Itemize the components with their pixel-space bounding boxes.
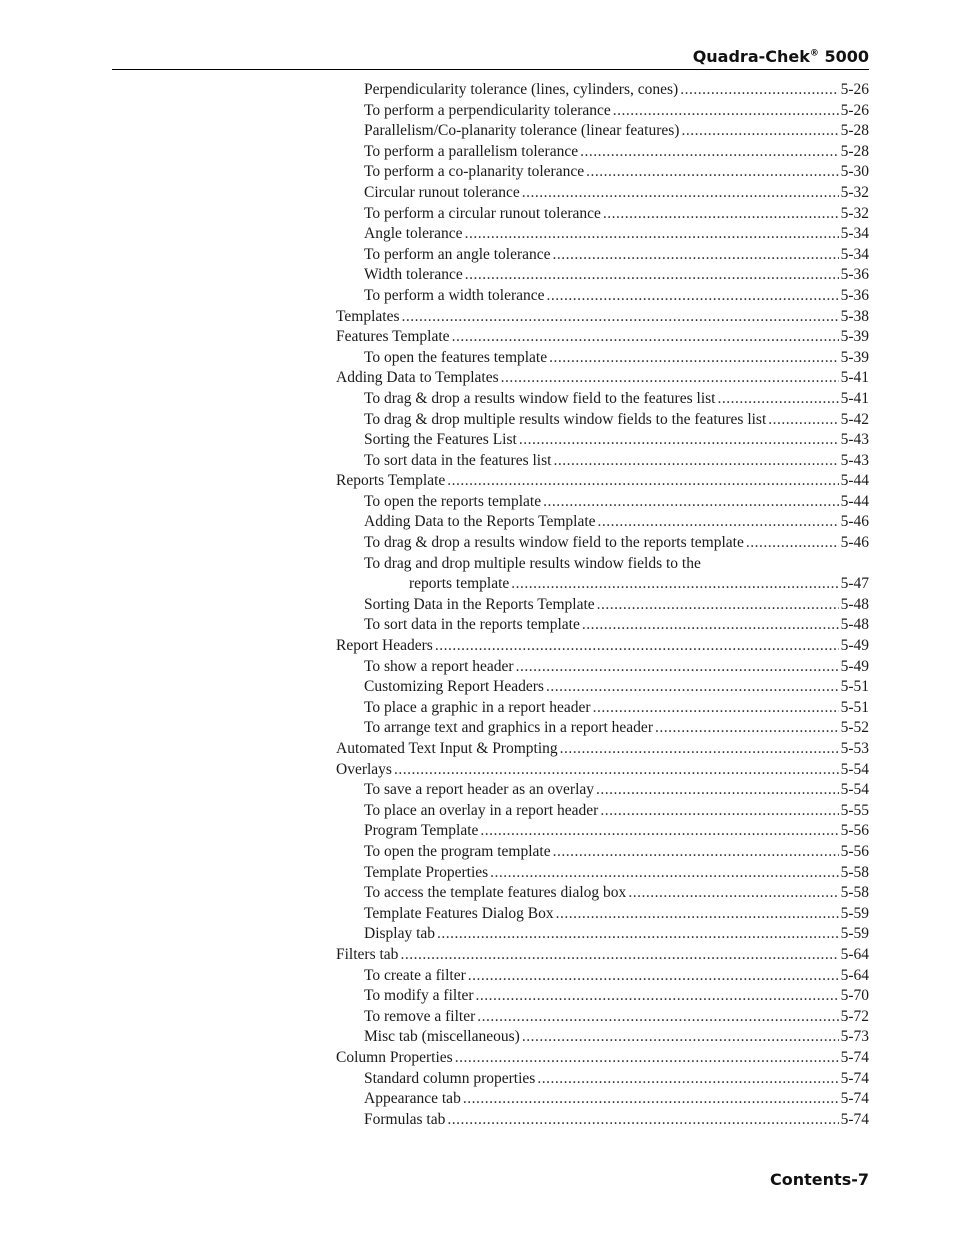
dot-leader: [452, 327, 839, 348]
toc-entry-title: Customizing Report Headers: [364, 678, 544, 696]
toc-entry[interactable]: [336, 471, 869, 492]
toc-entry-title: To place a graphic in a report header: [364, 698, 591, 716]
dot-leader: [511, 574, 838, 595]
toc-entry[interactable]: [336, 512, 869, 533]
toc-entry[interactable]: [336, 183, 869, 204]
toc-entry-title: Features Template: [336, 328, 450, 346]
toc-entry[interactable]: [336, 554, 869, 575]
toc-entry-title: To sort data in the reports template: [364, 616, 580, 634]
toc-entry-page: 5-34: [840, 225, 869, 243]
dot-leader: [546, 677, 839, 698]
toc-entry-page: 5-74: [840, 1048, 869, 1066]
toc-entry-page: 5-48: [840, 616, 869, 634]
toc-entry[interactable]: [336, 245, 869, 266]
toc-entry[interactable]: [336, 1110, 869, 1131]
toc-entry-title: To open the reports template: [364, 492, 542, 510]
dot-leader: [768, 410, 838, 431]
toc-entry-page: 5-73: [840, 1028, 869, 1046]
toc-entry-page: 5-28: [840, 142, 869, 160]
toc-entry-title: Sorting Data in the Reports Template: [364, 595, 595, 613]
dot-leader: [522, 1027, 839, 1048]
dot-leader: [435, 636, 839, 657]
toc-entry-title: Report Headers: [336, 637, 433, 655]
toc-entry[interactable]: [336, 327, 869, 348]
toc-entry-page: 5-58: [840, 884, 869, 902]
toc-entry[interactable]: [336, 698, 869, 719]
toc-entry-title: To drag & drop multiple results window fields to the features list: [364, 410, 767, 428]
dot-leader: [490, 863, 838, 884]
toc-entry[interactable]: [336, 430, 869, 451]
dot-leader: [437, 924, 839, 945]
toc-entry[interactable]: [336, 368, 869, 389]
toc-entry-title: Width tolerance: [364, 266, 463, 284]
dot-leader: [553, 245, 839, 266]
toc-entry-page: 5-59: [840, 904, 869, 922]
toc-entry[interactable]: [336, 101, 869, 122]
toc-entry-title: To perform a width tolerance: [364, 286, 545, 304]
toc-entry-title: Templates: [336, 307, 400, 325]
dot-leader: [582, 615, 839, 636]
dot-leader: [519, 430, 839, 451]
toc-entry-title: To perform a circular runout tolerance: [364, 204, 601, 222]
toc-entry-title: To perform a perpendicularity tolerance: [364, 101, 611, 119]
toc-entry-title: To drag & drop a results window field to the reports template: [364, 534, 744, 552]
dot-leader: [556, 904, 839, 925]
toc-entry-title: To save a report header as an overlay: [364, 781, 595, 799]
dot-leader: [560, 739, 839, 760]
toc-entry-page: 5-64: [840, 945, 869, 963]
toc-entry-page: 5-52: [840, 719, 869, 737]
toc-entry[interactable]: [336, 1007, 869, 1028]
toc-entry[interactable]: [336, 883, 869, 904]
dot-leader: [597, 595, 839, 616]
toc-entry-title: To access the template features dialog box: [364, 884, 627, 902]
toc-entry-title: Angle tolerance: [364, 225, 463, 243]
toc-entry-page: 5-43: [840, 431, 869, 449]
dot-leader: [465, 265, 839, 286]
toc-entry[interactable]: [336, 265, 869, 286]
toc-entry-page: 5-34: [840, 245, 869, 263]
toc-entry-page: 5-36: [840, 266, 869, 284]
toc-entry[interactable]: [336, 162, 869, 183]
toc-entry-title: To remove a filter: [364, 1007, 476, 1025]
toc-entry[interactable]: [336, 348, 869, 369]
toc-entry-page: 5-49: [840, 657, 869, 675]
dot-leader: [465, 224, 839, 245]
toc-entry-page: 5-26: [840, 101, 869, 119]
dot-leader: [549, 348, 838, 369]
dot-leader: [717, 389, 838, 410]
page-number: Contents-7: [770, 1170, 869, 1189]
toc-entry[interactable]: [336, 389, 869, 410]
toc-entry-title: Column Properties: [336, 1048, 453, 1066]
toc-entry[interactable]: [336, 945, 869, 966]
toc-entry[interactable]: [336, 204, 869, 225]
toc-entry[interactable]: [336, 1089, 869, 1110]
toc-entry[interactable]: [336, 636, 869, 657]
toc-entry-page: 5-44: [840, 492, 869, 510]
toc-entry-page: 5-46: [840, 534, 869, 552]
toc-entry-title: Reports Template: [336, 472, 446, 490]
toc-entry[interactable]: [336, 492, 869, 513]
toc-entry-page: 5-49: [840, 637, 869, 655]
toc-entry-title: To arrange text and graphics in a report header: [364, 719, 653, 737]
toc-entry-page: 5-70: [840, 987, 869, 1005]
dot-leader: [553, 842, 839, 863]
toc-entry-title: reports template: [409, 575, 510, 593]
dot-leader: [463, 1089, 839, 1110]
dot-leader: [522, 183, 839, 204]
dot-leader: [655, 718, 839, 739]
toc-entry-page: 5-74: [840, 1110, 869, 1128]
toc-entry[interactable]: [336, 821, 869, 842]
toc-entry-title: Template Properties: [364, 863, 489, 881]
dot-leader: [447, 471, 838, 492]
toc-entry-title: To drag & drop a results window field to the features list: [364, 389, 716, 407]
toc-entry[interactable]: [336, 986, 869, 1007]
toc-entry[interactable]: [336, 1069, 869, 1090]
toc-entry-page: 5-28: [840, 122, 869, 140]
toc-entry-title: Template Features Dialog Box: [364, 904, 554, 922]
dot-leader: [746, 533, 839, 554]
toc-entry[interactable]: [336, 924, 869, 945]
dot-leader: [580, 142, 838, 163]
toc-entry-page: 5-39: [840, 328, 869, 346]
dot-leader: [680, 80, 838, 101]
dot-leader: [603, 204, 839, 225]
toc-entry[interactable]: [336, 1048, 869, 1069]
toc-entry[interactable]: [336, 615, 869, 636]
toc-entry-page: 5-30: [840, 163, 869, 181]
dot-leader: [501, 368, 839, 389]
toc-entry[interactable]: [336, 224, 869, 245]
toc-entry-page: 5-44: [840, 472, 869, 490]
toc-entry-title: To open the program template: [364, 842, 551, 860]
dot-leader: [598, 512, 839, 533]
toc-entry-title: Adding Data to the Reports Template: [364, 513, 596, 531]
dot-leader: [586, 162, 838, 183]
dot-leader: [628, 883, 838, 904]
toc-entry-title: To modify a filter: [364, 987, 474, 1005]
toc-entry[interactable]: [336, 410, 869, 431]
dot-leader: [516, 657, 839, 678]
dot-leader: [681, 121, 838, 142]
header-rule: [112, 69, 869, 70]
toc-entry[interactable]: [336, 451, 869, 472]
dot-leader: [537, 1069, 838, 1090]
toc-entry-page: 5-58: [840, 863, 869, 881]
toc-entry-page: 5-56: [840, 842, 869, 860]
toc-entry-title: To drag and drop multiple results window fields to the: [364, 554, 701, 572]
toc-entry-title: Circular runout tolerance: [364, 183, 520, 201]
product-name: Quadra-Chek: [692, 47, 810, 66]
toc-entry-title: Display tab: [364, 925, 436, 943]
toc-entry-title: Overlays: [336, 760, 392, 778]
toc-entry-page: 5-41: [840, 369, 869, 387]
toc-entry-page: 5-43: [840, 451, 869, 469]
dot-leader: [600, 801, 838, 822]
registered-mark: ®: [809, 48, 819, 59]
dot-leader: [596, 780, 839, 801]
toc-entry[interactable]: [336, 780, 869, 801]
dot-leader: [477, 1007, 838, 1028]
toc-entry-page: 5-42: [840, 410, 869, 428]
toc-entry[interactable]: [336, 760, 869, 781]
toc-entry[interactable]: [336, 533, 869, 554]
toc-entry-title: Adding Data to Templates: [336, 369, 499, 387]
toc-entry[interactable]: [336, 307, 869, 328]
toc-entry-page: 5-32: [840, 183, 869, 201]
toc-entry-page: 5-36: [840, 286, 869, 304]
dot-leader: [468, 966, 839, 987]
toc-entry-title: To sort data in the features list: [364, 451, 552, 469]
toc-entry-page: 5-54: [840, 781, 869, 799]
toc-entry[interactable]: [336, 718, 869, 739]
toc-entry-title: Misc tab (miscellaneous): [364, 1028, 520, 1046]
toc-entry-title: To perform an angle tolerance: [364, 245, 551, 263]
toc-entry-page: 5-56: [840, 822, 869, 840]
toc-entry-page: 5-47: [840, 575, 869, 593]
toc-entry-title: Formulas tab: [364, 1110, 446, 1128]
dot-leader: [480, 821, 838, 842]
product-model: 5000: [818, 47, 869, 66]
toc-entry-title: To place an overlay in a report header: [364, 801, 599, 819]
toc-entry-page: 5-51: [840, 698, 869, 716]
toc-entry-page: 5-74: [840, 1090, 869, 1108]
toc-entry-page: 5-74: [840, 1069, 869, 1087]
toc-entry-page: 5-64: [840, 966, 869, 984]
toc-entry-title: Filters tab: [336, 945, 399, 963]
toc-entry-title: Sorting the Features List: [364, 431, 517, 449]
dot-leader: [401, 307, 838, 328]
toc-entry-title: To create a filter: [364, 966, 466, 984]
toc-entry-page: 5-51: [840, 678, 869, 696]
toc-entry[interactable]: [336, 286, 869, 307]
toc-entry-page: 5-32: [840, 204, 869, 222]
dot-leader: [547, 286, 839, 307]
toc-entry[interactable]: [336, 904, 869, 925]
toc-entry-page: 5-41: [840, 389, 869, 407]
toc-entry-title: To perform a co-planarity tolerance: [364, 163, 585, 181]
toc-entry-title: To perform a parallelism tolerance: [364, 142, 579, 160]
running-header: [693, 47, 869, 66]
toc-entry-page: 5-72: [840, 1007, 869, 1025]
toc-entry[interactable]: [336, 801, 869, 822]
dot-leader: [455, 1048, 839, 1069]
dot-leader: [553, 451, 838, 472]
dot-leader: [447, 1110, 838, 1131]
toc-entry-page: 5-39: [840, 348, 869, 366]
toc-entry-title: Standard column properties: [364, 1069, 536, 1087]
toc-entry[interactable]: [336, 595, 869, 616]
toc-entry-title: To show a report header: [364, 657, 514, 675]
toc-entry-page: 5-46: [840, 513, 869, 531]
toc-entry-title: Program Template: [364, 822, 479, 840]
toc-entry-page: 5-53: [840, 740, 869, 757]
toc-entry[interactable]: [336, 1027, 869, 1048]
table-of-contents: [336, 80, 869, 1130]
dot-leader: [543, 492, 838, 513]
toc-entry[interactable]: [336, 739, 869, 760]
toc-entry-title: Perpendicularity tolerance (lines, cylinders, cones): [364, 81, 679, 98]
dot-leader: [394, 760, 839, 781]
dot-leader: [613, 101, 839, 122]
toc-entry-page: 5-38: [840, 307, 869, 325]
toc-entry[interactable]: [336, 966, 869, 987]
dot-leader: [593, 698, 839, 719]
dot-leader: [400, 945, 838, 966]
toc-entry[interactable]: [336, 842, 869, 863]
dot-leader: [476, 986, 839, 1007]
toc-entry-page: 5-55: [840, 801, 869, 819]
toc-entry-title: Automated Text Input & Prompting: [336, 740, 558, 757]
toc-entry-page: 5-54: [840, 760, 869, 778]
toc-entry-title: Parallelism/Co-planarity tolerance (linear features): [364, 122, 680, 140]
toc-entry-page: 5-48: [840, 595, 869, 613]
toc-entry[interactable]: [336, 863, 869, 884]
toc-entry[interactable]: [336, 657, 869, 678]
toc-entry-page: 5-26: [840, 81, 869, 98]
toc-entry[interactable]: [336, 121, 869, 142]
toc-entry-page: 5-59: [840, 925, 869, 943]
toc-entry[interactable]: [336, 677, 869, 698]
toc-entry[interactable]: [336, 574, 869, 595]
toc-entry[interactable]: [336, 142, 869, 163]
toc-entry-title: Appearance tab: [364, 1090, 461, 1108]
toc-entry[interactable]: [336, 80, 869, 101]
toc-entry-title: To open the features template: [364, 348, 548, 366]
